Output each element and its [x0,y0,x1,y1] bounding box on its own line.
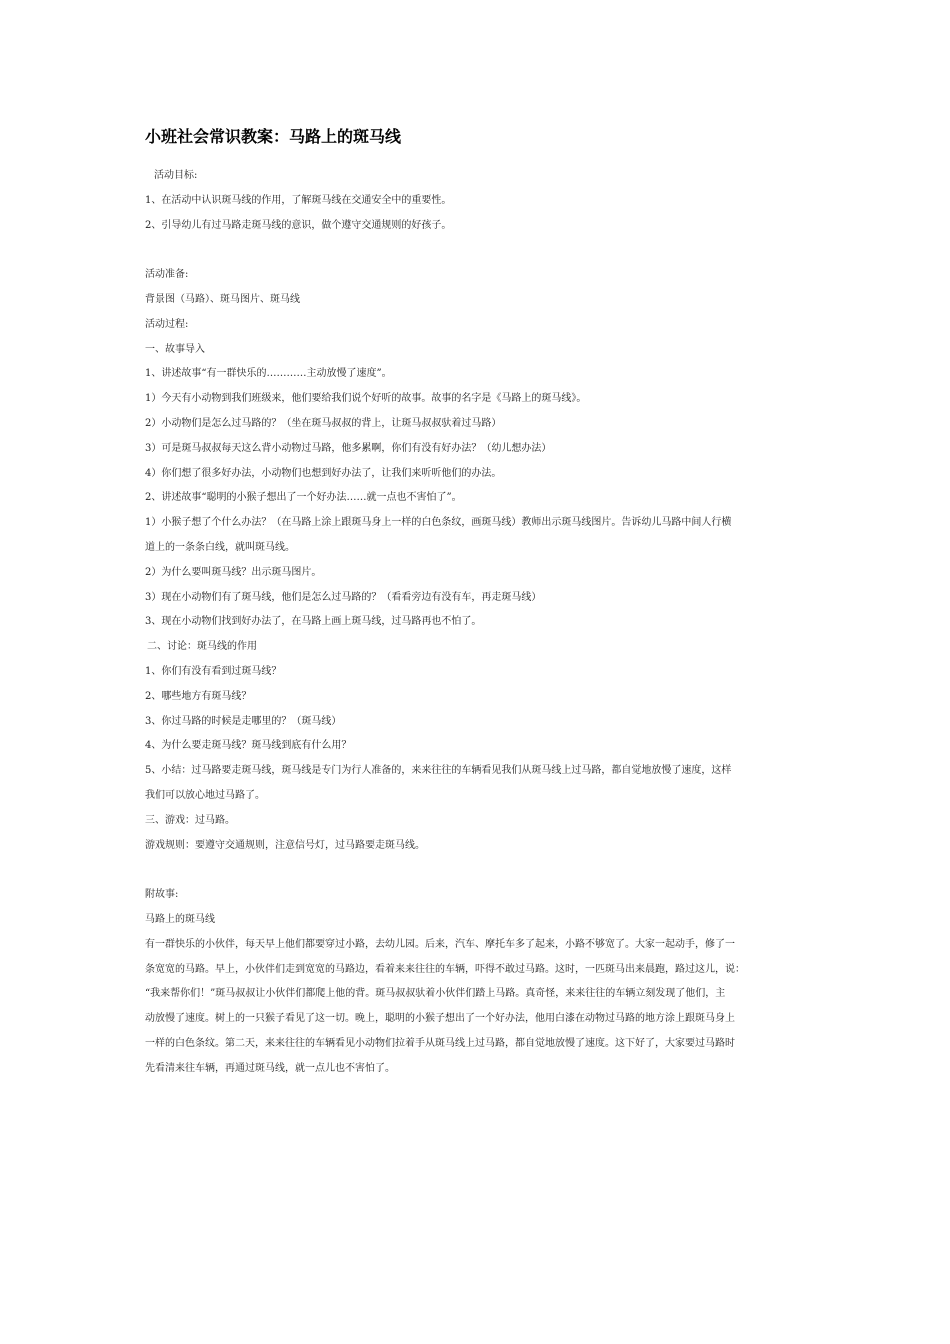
process-line: 道上的一条条白线，就叫斑马线。 [145,541,295,553]
story-line: 动放慢了速度。树上的一只猴子看见了这一切。晚上，聪明的小猴子想出了一个好办法，他用白漆在动物过马路的地方涂上跟斑马身上 [145,1013,735,1025]
process-line: 一、故事导入 [145,343,205,355]
discuss-line: 1、你们有没有看到过斑马线？ [145,665,282,677]
process-heading: 活动过程: [145,318,189,330]
process-line: 2、讲述故事“聪明的小猴子想出了一个好办法……就一点也不害怕了”。 [145,492,462,504]
story-title: 马路上的斑马线 [145,913,215,925]
document-page [145,126,805,1081]
discuss-line: 2、哪些地方有斑马线？ [145,690,252,702]
discuss-line: 我们可以放心地过马路了。 [145,789,265,801]
story-line: “我来帮你们！”斑马叔叔让小伙伴们都爬上他的背。斑马叔叔驮着小伙伴们踏上马路。真奇怪，来来往往的车辆立刻发现了他们，主 [145,988,726,1000]
story-line: 一样的白色条纹。第二天，来来往往的车辆看见小动物们拉着手从斑马线上过马路，都自觉地放慢了速度。这下好了，大家要过马路时 [145,1037,735,1049]
spacer [145,238,805,263]
prep-text: 背景图（马路）、斑马图片、斑马线 [145,293,300,305]
game-heading: 三、游戏：过马路。 [145,814,235,826]
process-line: 1）今天有小动物到我们班级来，他们要给我们说个好听的故事。故事的名字是《马路上的斑马线》。 [145,393,587,405]
story-line: 条宽宽的马路。早上，小伙伴们走到宽宽的马路边，看着来来往往的车辆，吓得不敢过马路。这时，一匹斑马出来晨跑，路过这儿，说： [145,963,745,975]
goal-item: 1、在活动中认识斑马线的作用，了解斑马线在交通安全中的重要性。 [145,194,452,206]
process-line: 3）现在小动物们有了斑马线，他们是怎么过马路的？（看看旁边有没有车，再走斑马线） [145,591,542,603]
game-rule: 游戏规则：要遵守交通规则，注意信号灯，过马路要走斑马线。 [145,839,425,851]
prep-heading: 活动准备: [145,269,189,281]
process-line: 1）小猴子想了个什么办法？（在马路上涂上跟斑马身上一样的白色条纹，画斑马线）教师出示斑马线图片。告诉幼儿马路中间人行横 [145,517,732,529]
story-label: 附故事: [145,889,179,901]
discuss-line: 4、为什么要走斑马线？斑马线到底有什么用？ [145,740,352,752]
process-line: 2）小动物们是怎么过马路的？（坐在斑马叔叔的背上，让斑马叔叔驮着过马路） [145,417,502,429]
story-line: 先看清来往车辆，再通过斑马线，就一点儿也不害怕了。 [145,1062,395,1074]
story-line: 有一群快乐的小伙伴，每天早上他们都要穿过小路，去幼儿园。后来，汽车、摩托车多了起来，小路不够宽了。大家一起动手，修了一 [145,938,735,950]
goal-item: 2、引导幼儿有过马路走斑马线的意识，做个遵守交通规则的好孩子。 [145,219,452,231]
discuss-heading: 二、讨论：斑马线的作用 [147,641,257,653]
process-line: 3、现在小动物们找到好办法了，在马路上画上斑马线，过马路再也不怕了。 [145,616,482,628]
spacer [145,858,805,883]
page-title: 小班社会常识教案：马路上的斑马线 [145,127,402,146]
discuss-line: 5、小结：过马路要走斑马线，斑马线是专门为行人准备的，来来往往的车辆看见我们从斑马线上过马路，都自觉地放慢了速度，这样 [145,765,732,777]
process-line: 3）可是斑马叔叔每天这么背小动物过马路，他多累啊，你们有没有好办法？（幼儿想办法） [145,442,552,454]
process-line: 2）为什么要叫斑马线？出示斑马图片。 [145,566,322,578]
goals-heading: 活动目标: [154,170,198,181]
discuss-line: 3、你过马路的时候是走哪里的？（斑马线） [145,715,342,727]
process-line: 4）你们想了很多好办法，小动物们也想到好办法了，让我们来听听他们的办法。 [145,467,502,479]
process-line: 1、讲述故事“有一群快乐的…………主动放慢了速度”。 [145,368,392,380]
